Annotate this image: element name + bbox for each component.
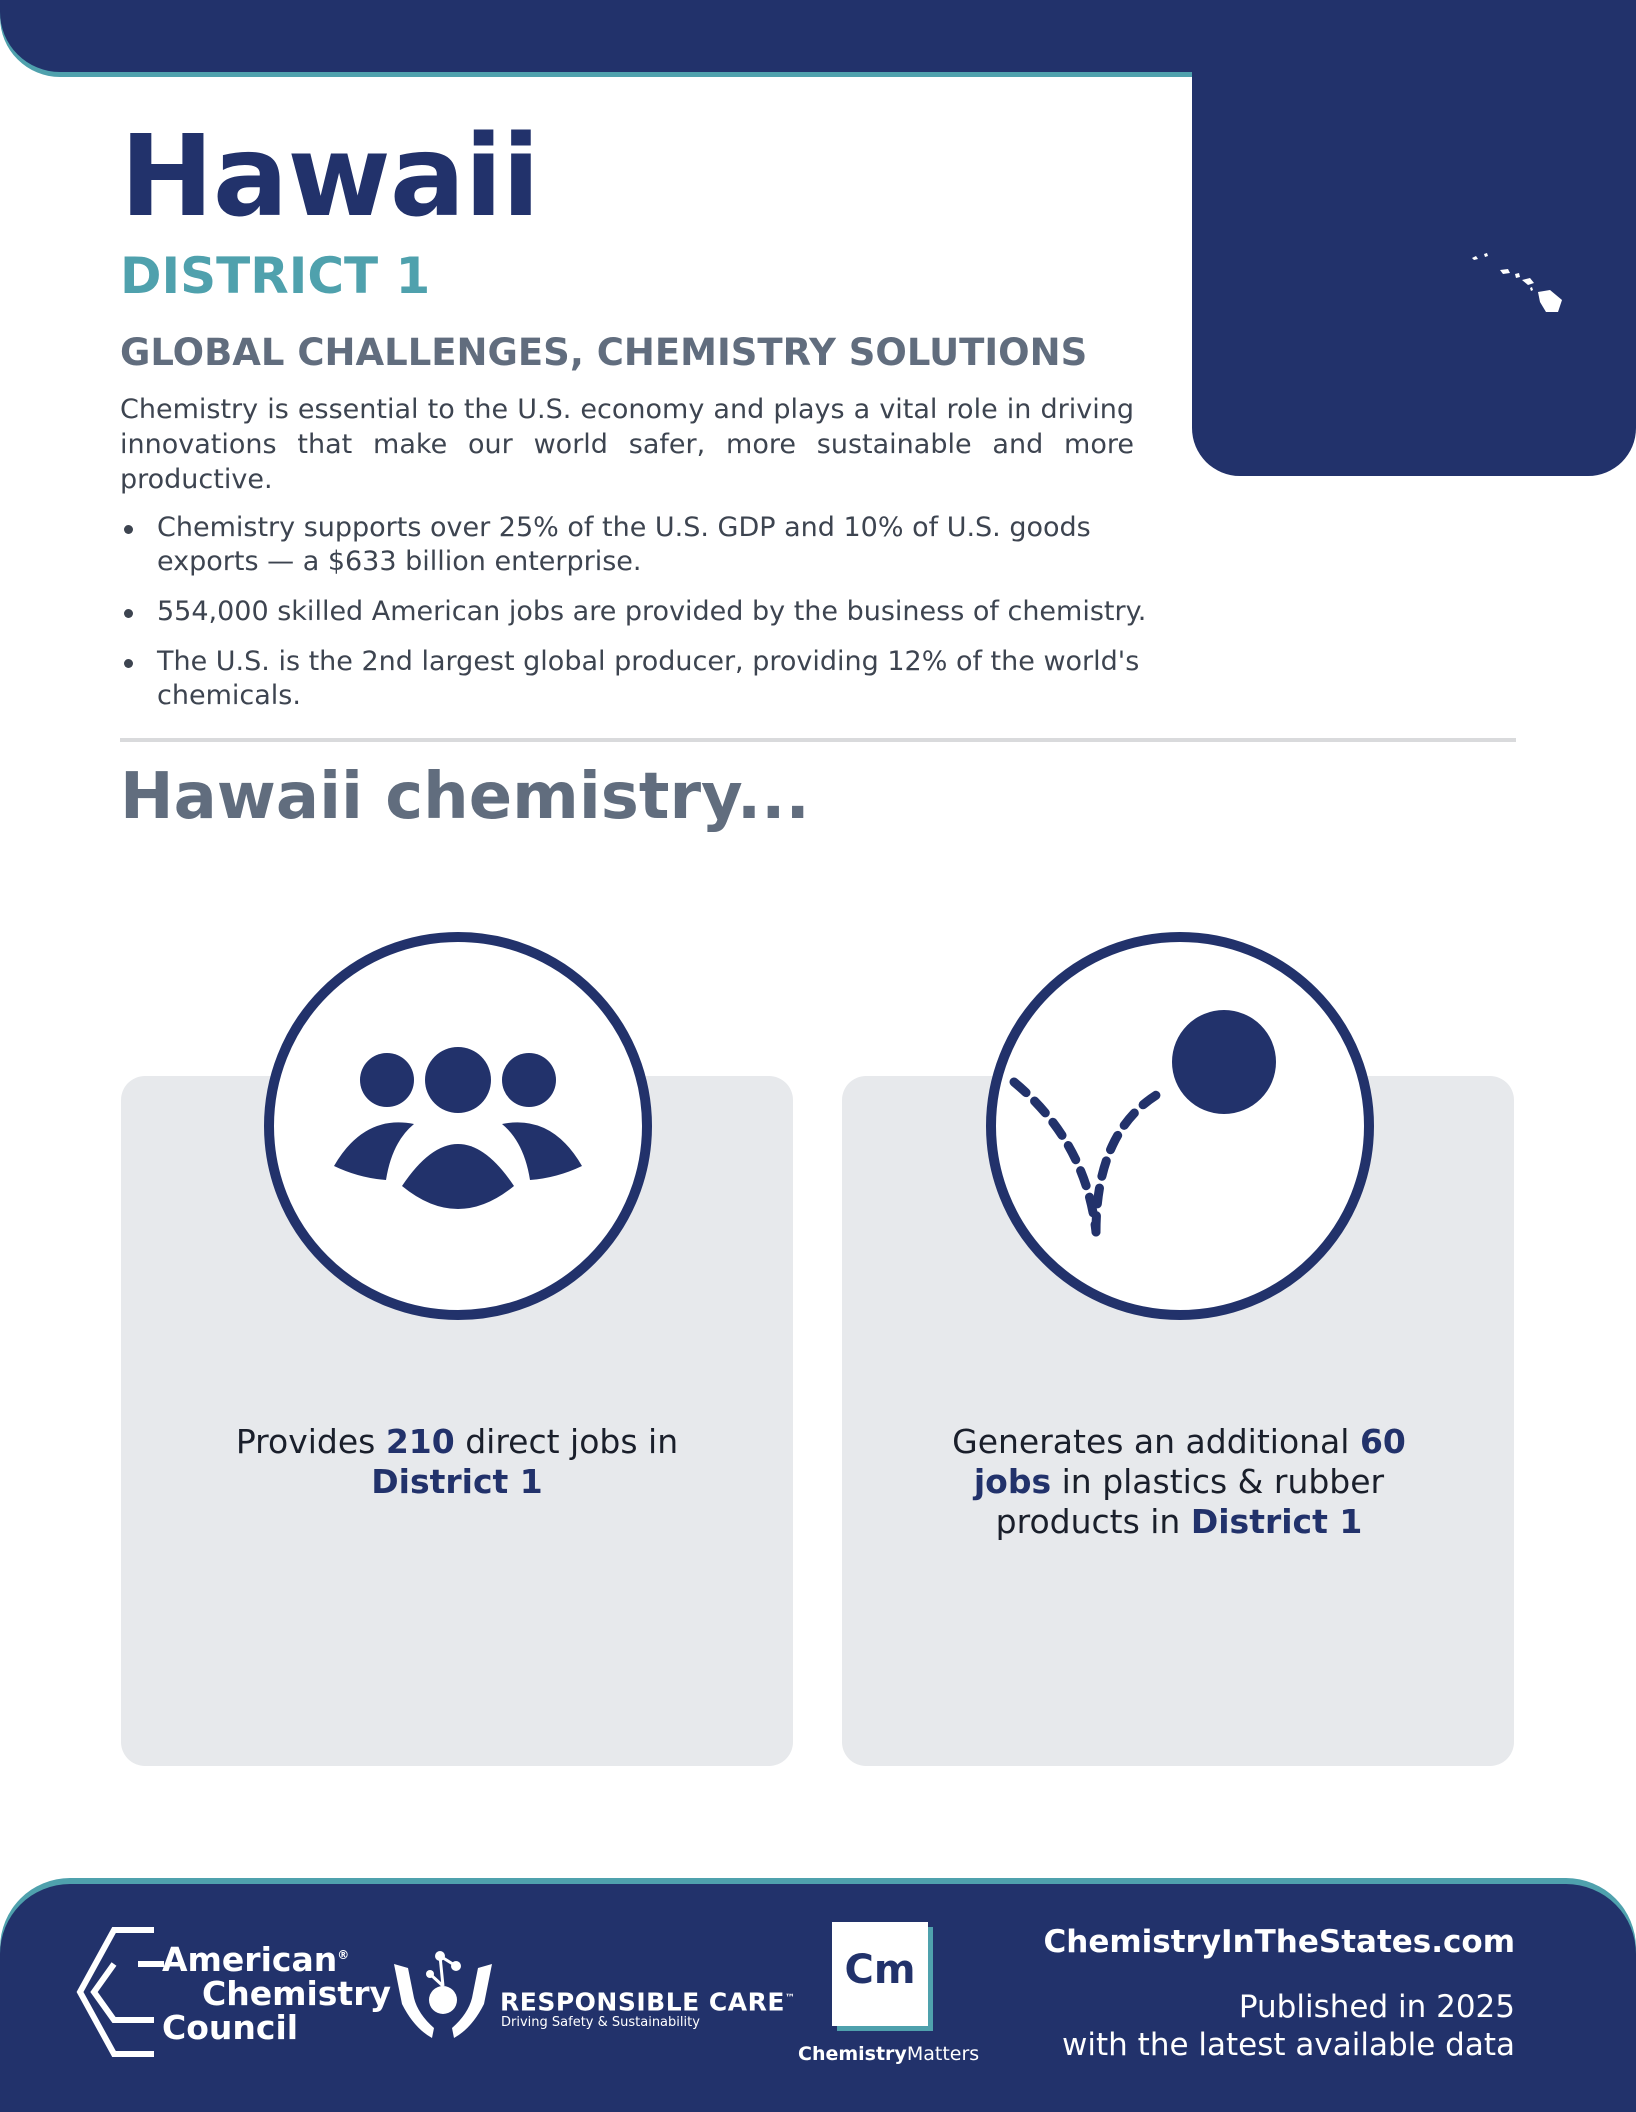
plastics-jobs-text bbox=[929, 1422, 1429, 1542]
hawaii-islands-map-icon bbox=[1470, 250, 1570, 320]
district-title: DISTRICT 1 bbox=[120, 247, 431, 305]
card-text-segment: in plastics & rubber products in bbox=[995, 1462, 1385, 1541]
published-note bbox=[1000, 1988, 1515, 2064]
cm-symbol: Cm bbox=[844, 1947, 916, 1993]
site-url-link[interactable]: ChemistryInTheStates.com bbox=[1043, 1924, 1515, 1960]
registered-mark: ® bbox=[337, 1948, 350, 1962]
plastics-jobs-count: 60 jobs bbox=[973, 1422, 1406, 1501]
ball-bounce-icon bbox=[986, 932, 1374, 1320]
fact-item: 554,000 skilled American jobs are provided by the business of chemistry. bbox=[120, 595, 1150, 629]
acc-word: Chemistry bbox=[202, 1974, 391, 2013]
card-text-segment: direct jobs in bbox=[454, 1422, 679, 1461]
acc-word: American bbox=[162, 1940, 338, 1979]
state-map-panel bbox=[1192, 0, 1636, 476]
published-line: with the latest available data bbox=[1062, 2027, 1515, 2063]
state-title: Hawaii bbox=[120, 112, 540, 242]
intro-paragraph: Chemistry is essential to the U.S. economy and plays a vital role in driving innovations that make our world safer, more sustainable and more productive. bbox=[120, 394, 1134, 495]
direct-jobs-count: 210 bbox=[385, 1422, 455, 1461]
chemistry-matters-logo bbox=[832, 1922, 928, 2026]
direct-jobs-text bbox=[207, 1422, 707, 1502]
rc-name: RESPONSIBLE CARE bbox=[500, 1987, 785, 2017]
acc-line bbox=[162, 1938, 391, 1977]
cm-word-bold: Chemistry bbox=[798, 2043, 907, 2065]
cm-word: Matters bbox=[906, 2043, 980, 2065]
card-text-segment: Provides bbox=[235, 1422, 386, 1461]
published-line: Published in 2025 bbox=[1238, 1989, 1515, 2025]
facts-list bbox=[120, 511, 1150, 729]
district-label: District 1 bbox=[371, 1462, 543, 1501]
section-divider bbox=[120, 738, 1516, 742]
acc-wordmark bbox=[162, 1938, 391, 2045]
responsible-care-hands-icon bbox=[388, 1944, 498, 2044]
card-text-segment: Generates an additional bbox=[952, 1422, 1360, 1461]
trademark-mark: ™ bbox=[784, 1993, 796, 2004]
responsible-care-title bbox=[500, 1985, 795, 2016]
responsible-care-subtitle: Driving Safety & Sustainability bbox=[501, 2015, 700, 2030]
fact-item: The U.S. is the 2nd largest global producer, providing 12% of the world's chemicals. bbox=[120, 645, 1150, 713]
district-label: District 1 bbox=[1190, 1502, 1363, 1541]
state-chemistry-heading: Hawaii chemistry... bbox=[120, 760, 810, 834]
fact-item: Chemistry supports over 25% of the U.S. GDP and 10% of U.S. goods exports — a $633 billion enterprise. bbox=[120, 511, 1150, 579]
acc-word: Council bbox=[162, 2008, 299, 2047]
people-group-icon bbox=[264, 932, 652, 1320]
section-heading: GLOBAL CHALLENGES, CHEMISTRY SOLUTIONS bbox=[120, 331, 1088, 374]
chemistry-matters-wordmark bbox=[798, 2042, 979, 2066]
